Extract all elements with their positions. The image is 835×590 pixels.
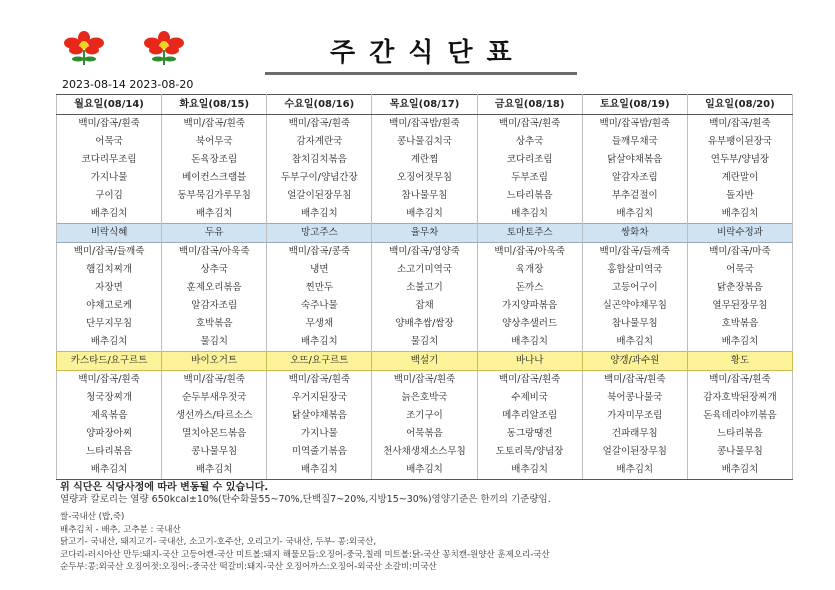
breakfast-row [57, 115, 793, 134]
menu-cell: 참나물무침 [582, 315, 687, 333]
menu-cell: 유부팽이된장국 [687, 133, 792, 151]
snack-cell: 오뜨/요구르트 [267, 352, 372, 371]
menu-cell: 느타리볶음 [477, 187, 582, 205]
menu-cell: 물김치 [162, 333, 267, 352]
menu-cell: 호박볶음 [162, 315, 267, 333]
menu-cell: 부추겉절이 [582, 187, 687, 205]
day-header-row [57, 95, 793, 115]
menu-cell: 소고기미역국 [372, 261, 477, 279]
menu-cell: 얼갈이된장무침 [582, 443, 687, 461]
origin-line: 쌀-국내산 (밥,죽) [60, 512, 125, 522]
menu-cell: 훈제오리볶음 [162, 279, 267, 297]
menu-cell: 야채고로케 [57, 297, 162, 315]
menu-cell: 콩나물무침 [687, 443, 792, 461]
menu-cell: 콩나물김치국 [372, 133, 477, 151]
menu-cell: 두부구이/양념간장 [267, 169, 372, 187]
menu-cell: 백미/잡곡/흰죽 [477, 371, 582, 390]
dinner-row [57, 389, 793, 407]
menu-cell: 콩나물무침 [162, 443, 267, 461]
menu-cell: 백미/잡곡/흰죽 [477, 115, 582, 134]
menu-cell: 배추김치 [687, 205, 792, 224]
menu-cell: 연두부/양념장 [687, 151, 792, 169]
menu-cell: 어묵국 [687, 261, 792, 279]
snack-cell: 카스타드/요구르트 [57, 352, 162, 371]
page-title: 주간식단표 [330, 38, 526, 68]
menu-cell: 백미/잡곡/흰죽 [162, 371, 267, 390]
lunch-row [57, 333, 793, 352]
menu-cell: 참치김치볶음 [267, 151, 372, 169]
menu-cell: 상추국 [162, 261, 267, 279]
menu-cell: 열무된장무침 [687, 297, 792, 315]
menu-cell: 우거지된장국 [267, 389, 372, 407]
menu-cell: 청국장찌개 [57, 389, 162, 407]
menu-cell: 배추김치 [687, 461, 792, 480]
menu-cell: 백미/잡곡/흰죽 [162, 115, 267, 134]
menu-cell: 알감자조림 [582, 169, 687, 187]
origin-info [60, 511, 550, 574]
day-header: 토요일(08/19) [582, 95, 687, 115]
snack-cell: 백설기 [372, 352, 477, 371]
menu-cell: 잡채 [372, 297, 477, 315]
menu-cell: 배추김치 [57, 333, 162, 352]
menu-cell: 배추김치 [162, 205, 267, 224]
menu-cell: 백미/잡곡/흰죽 [687, 371, 792, 390]
snack-cell: 망고주스 [267, 224, 372, 243]
menu-cell: 냉면 [267, 261, 372, 279]
menu-cell: 배추김치 [372, 461, 477, 480]
dinner-row [57, 371, 793, 390]
menu-cell: 단무지무침 [57, 315, 162, 333]
menu-cell: 백미/잡곡/아욱죽 [162, 243, 267, 262]
menu-cell: 조기구이 [372, 407, 477, 425]
snack-cell: 쌍화차 [582, 224, 687, 243]
dinner-row [57, 443, 793, 461]
menu-cell: 닭살야채볶음 [267, 407, 372, 425]
menu-cell: 배추김치 [477, 333, 582, 352]
menu-cell: 배추김치 [582, 461, 687, 480]
breakfast-row [57, 133, 793, 151]
menu-cell: 코다리조림 [477, 151, 582, 169]
menu-cell: 배추김치 [687, 333, 792, 352]
snack-cell: 두유 [162, 224, 267, 243]
menu-cell: 백미/잡곡/흰죽 [57, 115, 162, 134]
origin-line: 닭고기- 국내산, 돼지고기- 국내산, 소고기-호주산, 오리고기- 국내산, 두부- 콩:외국산, [60, 537, 377, 548]
snack-cell: 황도 [687, 352, 792, 371]
menu-cell: 배추김치 [372, 205, 477, 224]
menu-cell: 찐만두 [267, 279, 372, 297]
menu-cell: 북어콩나물국 [582, 389, 687, 407]
menu-cell: 구이김 [57, 187, 162, 205]
menu-cell: 백미/잡곡/흰죽 [267, 115, 372, 134]
day-header: 월요일(08/14) [57, 95, 162, 115]
menu-cell: 늙은호박국 [372, 389, 477, 407]
menu-cell: 돌자반 [687, 187, 792, 205]
menu-cell: 오징어젓무침 [372, 169, 477, 187]
date-range: 2023-08-14 2023-08-20 [62, 78, 194, 91]
flower-decoration-left [58, 30, 110, 66]
menu-cell: 배추김치 [477, 461, 582, 480]
menu-cell: 돈까스 [477, 279, 582, 297]
menu-cell: 얼갈이된장무침 [267, 187, 372, 205]
menu-cell: 배추김치 [57, 205, 162, 224]
menu-cell: 양배추쌈/쌈장 [372, 315, 477, 333]
menu-cell: 호박볶음 [687, 315, 792, 333]
dinner-row [57, 407, 793, 425]
menu-cell: 돈육장조림 [162, 151, 267, 169]
menu-cell: 배추김치 [267, 205, 372, 224]
lunch-row [57, 297, 793, 315]
menu-cell: 배추김치 [162, 461, 267, 480]
origin-line: 코다리-러시아산 만두:돼지-국산 고등어캔-국산 미트볼:돼지 해물모듬:오징어-중국,칠레 미트볼:닭-국산 꽁치캔-원양산 훈제오리-국산 [60, 549, 550, 560]
menu-cell: 백미/잡곡/흰죽 [57, 371, 162, 390]
snack-cell: 바나나 [477, 352, 582, 371]
menu-cell: 멸치아몬드볶음 [162, 425, 267, 443]
menu-cell: 알감자조림 [162, 297, 267, 315]
menu-cell: 동그랑땡전 [477, 425, 582, 443]
menu-cell: 실곤약야채무침 [582, 297, 687, 315]
snack-cell: 율무차 [372, 224, 477, 243]
menu-cell: 미역줄기볶음 [267, 443, 372, 461]
snack-cell: 비락식혜 [57, 224, 162, 243]
menu-cell: 배추김치 [267, 333, 372, 352]
menu-cell: 감자계란국 [267, 133, 372, 151]
menu-cell: 동부묵김가루무침 [162, 187, 267, 205]
menu-cell: 양파장아찌 [57, 425, 162, 443]
menu-cell: 백미/잡곡밥/흰죽 [582, 115, 687, 134]
menu-cell: 북어무국 [162, 133, 267, 151]
breakfast-row [57, 187, 793, 205]
origin-line: 순두부:콩:외국산 오징어젓:오징어:-중국산 떡갈비:돼지-국산 오징어까스:오징어-외국산 소갈비:미국산 [60, 562, 437, 573]
menu-cell: 백미/잡곡/흰죽 [687, 115, 792, 134]
dinner-row [57, 425, 793, 443]
menu-cell: 상추국 [477, 133, 582, 151]
weekly-menu-table [56, 94, 793, 480]
menu-cell: 배추김치 [267, 461, 372, 480]
snack-cell: 양갱/과수원 [582, 352, 687, 371]
menu-cell: 백미/잡곡/들깨죽 [57, 243, 162, 262]
menu-cell: 생선까스/타르소스 [162, 407, 267, 425]
lunch-row [57, 243, 793, 262]
lunch-row [57, 279, 793, 297]
menu-cell: 고등어구이 [582, 279, 687, 297]
menu-cell: 계란찜 [372, 151, 477, 169]
snack-row [57, 224, 793, 243]
nutrition-note: 열량과 칼로리는 열량 650kcal±10%(탄수화물55~70%,단백질7~20%,지방15~30%)영양기준은 한끼의 기준량임. [60, 494, 551, 505]
menu-cell: 베이컨스크램블 [162, 169, 267, 187]
snack-cell: 비락수정과 [687, 224, 792, 243]
flower-decoration-right [138, 30, 190, 66]
breakfast-row [57, 151, 793, 169]
menu-cell: 백미/잡곡/영양죽 [372, 243, 477, 262]
day-header: 수요일(08/16) [267, 95, 372, 115]
title-underline [265, 72, 577, 75]
day-header: 목요일(08/17) [372, 95, 477, 115]
menu-cell: 백미/잡곡/들깨죽 [582, 243, 687, 262]
menu-cell: 육개장 [477, 261, 582, 279]
menu-cell: 어묵볶음 [372, 425, 477, 443]
menu-cell: 감자호박된장찌개 [687, 389, 792, 407]
menu-cell: 들깨무채국 [582, 133, 687, 151]
menu-cell: 숙주나물 [267, 297, 372, 315]
menu-cell: 닭살야채볶음 [582, 151, 687, 169]
menu-cell: 도토리묵/양념장 [477, 443, 582, 461]
menu-cell: 돈육데리야끼볶음 [687, 407, 792, 425]
menu-cell: 어묵국 [57, 133, 162, 151]
snack-cell: 토마토주스 [477, 224, 582, 243]
menu-cell: 백미/잡곡/아욱죽 [477, 243, 582, 262]
menu-cell: 참나물무침 [372, 187, 477, 205]
menu-cell: 두부조림 [477, 169, 582, 187]
menu-cell: 제육볶음 [57, 407, 162, 425]
menu-cell: 배추김치 [582, 205, 687, 224]
dinner-row [57, 461, 793, 480]
menu-cell: 자장면 [57, 279, 162, 297]
snack-cell: 바이오거트 [162, 352, 267, 371]
menu-cell: 느타리볶음 [687, 425, 792, 443]
change-notice: 위 식단은 식당사정에 따라 변동될 수 있습니다. [60, 482, 269, 493]
menu-cell: 백미/잡곡/콩죽 [267, 243, 372, 262]
menu-cell: 가지양파볶음 [477, 297, 582, 315]
menu-cell: 배추김치 [57, 461, 162, 480]
menu-cell: 배추김치 [582, 333, 687, 352]
menu-cell: 건파래무침 [582, 425, 687, 443]
menu-cell: 닭춘장볶음 [687, 279, 792, 297]
lunch-row [57, 315, 793, 333]
lunch-row [57, 261, 793, 279]
menu-cell: 백미/잡곡/흰죽 [582, 371, 687, 390]
day-header: 금요일(08/18) [477, 95, 582, 115]
menu-cell: 가자미무조림 [582, 407, 687, 425]
menu-cell: 느타리볶음 [57, 443, 162, 461]
menu-cell: 수제비국 [477, 389, 582, 407]
menu-cell: 물김치 [372, 333, 477, 352]
breakfast-row [57, 169, 793, 187]
menu-cell: 홍합살미역국 [582, 261, 687, 279]
menu-cell: 배추김치 [477, 205, 582, 224]
menu-cell: 양상추샐러드 [477, 315, 582, 333]
menu-cell: 가지나물 [267, 425, 372, 443]
menu-cell: 백미/잡곡/흰죽 [372, 371, 477, 390]
menu-cell: 순두부새우젓국 [162, 389, 267, 407]
menu-cell: 메추리알조림 [477, 407, 582, 425]
menu-cell: 소불고기 [372, 279, 477, 297]
menu-cell: 천사채생채소스무침 [372, 443, 477, 461]
day-header: 일요일(08/20) [687, 95, 792, 115]
breakfast-row [57, 205, 793, 224]
origin-line: 배추김치 - 배추, 고추분 : 국내산 [60, 524, 181, 535]
menu-cell: 가지나물 [57, 169, 162, 187]
menu-cell: 햄김치찌개 [57, 261, 162, 279]
menu-cell: 백미/잡곡밥/흰죽 [372, 115, 477, 134]
menu-cell: 코다리무조림 [57, 151, 162, 169]
day-header: 화요일(08/15) [162, 95, 267, 115]
menu-cell: 계란말이 [687, 169, 792, 187]
menu-cell: 백미/잡곡/흰죽 [267, 371, 372, 390]
menu-cell: 무생채 [267, 315, 372, 333]
menu-cell: 백미/잡곡/마죽 [687, 243, 792, 262]
snack-row [57, 352, 793, 371]
